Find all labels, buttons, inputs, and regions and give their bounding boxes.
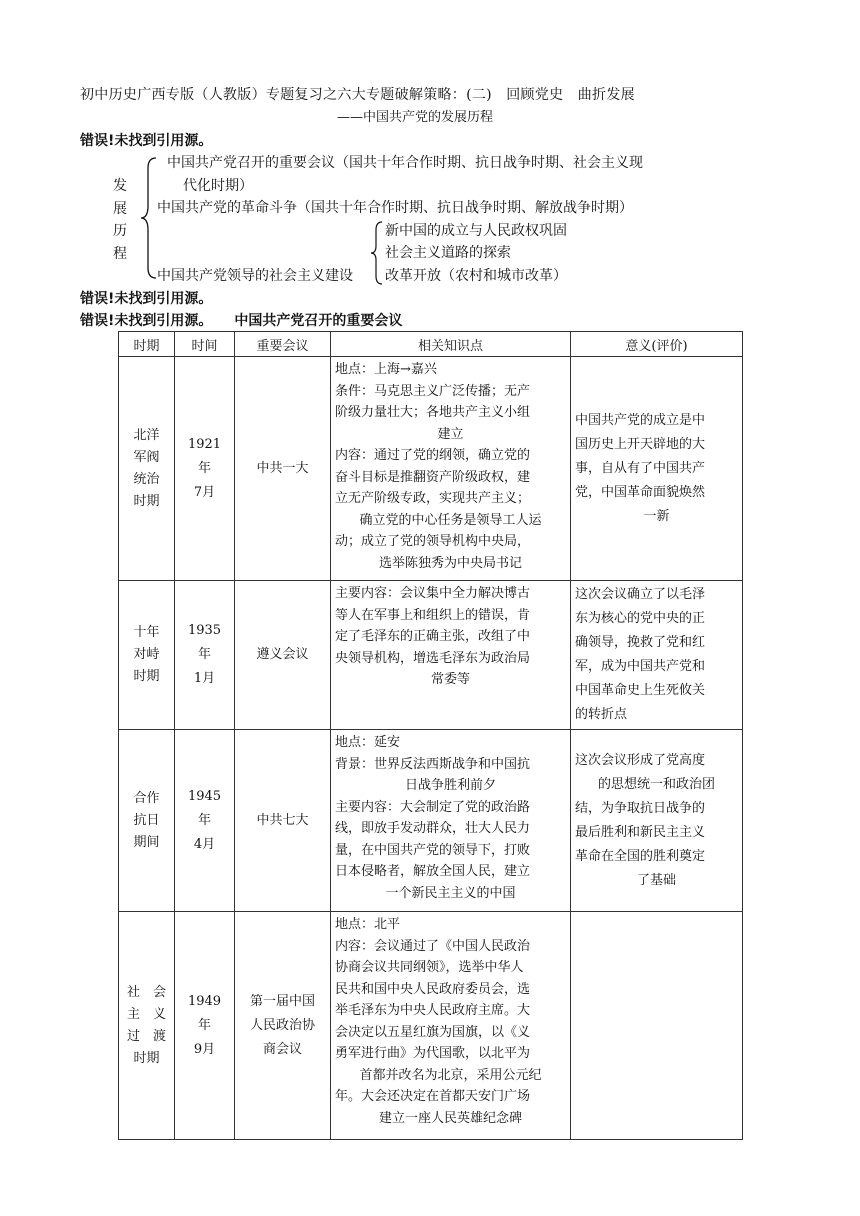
period-cell-line: 合作: [133, 790, 160, 806]
period-cell-line: 北洋: [133, 427, 160, 443]
significance-cell-line: 一新: [643, 508, 670, 524]
knowledge-cell-line: 年。大会还决定在首都天安门广场: [335, 1089, 531, 1104]
outline-sub-item: 社会主义道路的探索: [385, 245, 511, 261]
knowledge-cell-line: 建立: [437, 426, 464, 442]
significance-cell-line: 这次会议确立了以毛泽: [575, 587, 706, 602]
section-title: 中国共产党召开的重要会议: [234, 313, 403, 329]
period-cell: [119, 581, 175, 730]
period-cell-line: 军阀: [133, 449, 160, 465]
meeting-cell: [235, 581, 331, 730]
meeting-cell-line: 遵义会议: [256, 647, 309, 662]
significance-cell: [571, 730, 743, 912]
knowledge-cell-line: 地点：延安: [335, 735, 401, 750]
time-cell-line: 1月: [193, 671, 216, 686]
knowledge-cell-line: 定了毛泽东的正确主张，改组了中: [335, 629, 531, 644]
table-row: [119, 581, 743, 730]
time-cell: [175, 730, 235, 912]
time-cell-line: 1949: [187, 993, 222, 1009]
significance-cell: [571, 357, 743, 581]
outline-label-char: 发: [113, 178, 127, 194]
time-cell-line: 9月: [193, 1041, 216, 1057]
time-cell: [175, 581, 235, 730]
significance-cell-line: 东为核心的党中央的正: [575, 611, 706, 626]
knowledge-cell-line: 一个新民主主义的中国: [385, 885, 516, 901]
knowledge-cell: [331, 581, 571, 730]
error-reference-2: 错误!未找到引用源。: [80, 291, 213, 307]
knowledge-cell-line: 会决定以五星红旗为国旗，以《义: [335, 1024, 531, 1040]
knowledge-cell-line: 立无产阶级专政，实现共产主义；: [335, 491, 531, 506]
period-cell-line: 主 义: [126, 1006, 166, 1022]
significance-cell-line: 国历史上开天辟地的大: [575, 436, 706, 452]
knowledge-cell-line: 阶级力量壮大；各地共产主义小组: [335, 405, 531, 420]
outline-label-char: 展: [113, 201, 127, 217]
knowledge-cell-line: 主要内容：大会制定了党的政治路: [335, 799, 531, 815]
header-significance: 意义(评价): [571, 332, 743, 357]
meeting-cell-line: 人民政治协: [249, 1017, 315, 1033]
meeting-cell-line: 第一届中国: [249, 993, 315, 1009]
knowledge-cell-line: 条件：马克思主义广泛传播；无产: [335, 383, 531, 399]
time-cell-line: 1935: [187, 623, 222, 638]
time-cell-line: 年: [197, 647, 211, 662]
meeting-cell-line: 中共一大: [256, 460, 309, 476]
period-cell-line: 时期: [133, 493, 160, 509]
knowledge-cell-line: 量，在中国共产党的领导下，打败: [335, 842, 531, 858]
meeting-cell: [235, 730, 331, 912]
meeting-cell-line: 中共七大: [256, 812, 309, 828]
knowledge-cell-line: 首都并改名为北京，采用公元纪: [359, 1067, 542, 1083]
knowledge-cell-line: 内容：通过了党的纲领，确立党的: [335, 448, 531, 463]
significance-cell: [571, 581, 743, 730]
period-cell-line: 期间: [133, 834, 160, 850]
header-meeting: 重要会议: [235, 332, 331, 357]
table-row: [119, 730, 743, 912]
outline-item-meetings: 中国共产党召开的重要会议（国共十年合作时期、抗日战争时期、社会主义现: [167, 155, 643, 171]
outline-label-char: 历: [113, 223, 127, 239]
knowledge-cell-line: 地点：北平: [335, 917, 401, 932]
knowledge-cell-line: 地点：上海→嘉兴: [335, 362, 437, 377]
outline-item-struggle: 中国共产党的革命斗争（国共十年合作时期、抗日战争时期、解放战争时期）: [157, 200, 633, 216]
outline-sub-item: 改革开放（农村和城市改革）: [385, 268, 567, 284]
knowledge-cell-line: 勇军进行曲》为代国歌，以北平为: [335, 1046, 531, 1061]
meeting-cell-line: 商会议: [262, 1041, 302, 1057]
table-row: [119, 357, 743, 581]
knowledge-cell-line: 确立党的中心任务是领导工人运: [359, 512, 542, 528]
time-cell-line: 4月: [193, 836, 216, 852]
period-cell: [119, 912, 175, 1140]
significance-cell-line: 中国共产党的成立是中: [575, 412, 706, 428]
period-cell-line: 十年: [133, 625, 160, 640]
period-cell-line: 时期: [133, 669, 160, 684]
knowledge-cell-line: 等人在军事上和组织上的错误，肯: [335, 607, 531, 623]
knowledge-cell-line: 选举陈独秀为中央局书记: [378, 555, 522, 571]
time-cell-line: 7月: [193, 484, 216, 500]
error-reference-1: 错误!未找到引用源。: [80, 133, 213, 149]
knowledge-cell-line: 央领导机构，增选毛泽东为政治局: [335, 650, 531, 666]
period-cell-line: 抗日: [133, 812, 160, 828]
header-time: 时间: [175, 332, 235, 357]
knowledge-cell-line: 协商会议共同纲领》，选举中华人: [335, 960, 524, 975]
knowledge-cell-line: 背景：世界反法西斯战争和中国抗: [335, 756, 531, 772]
significance-cell-line: 最后胜利和新民主主义: [575, 824, 706, 840]
knowledge-cell-line: 日战争胜利前夕: [404, 778, 496, 793]
period-cell-line: 过 渡: [126, 1028, 166, 1044]
knowledge-cell: [331, 730, 571, 912]
knowledge-cell-line: 主要内容：会议集中全力解决博古: [335, 586, 531, 601]
period-cell: [119, 730, 175, 912]
header-knowledge: 相关知识点: [331, 332, 571, 357]
significance-cell: [571, 912, 743, 1140]
significance-cell-line: 的转折点: [575, 707, 628, 722]
knowledge-cell-line: 建立一座人民英雄纪念碑: [378, 1110, 522, 1126]
significance-cell-line: 了基础: [636, 872, 676, 888]
significance-cell-line: 革命在全国的胜利奠定: [575, 848, 706, 864]
outline-item-meetings-cont: 代化时期）: [183, 178, 253, 194]
knowledge-cell-line: 内容：会议通过了《中国人民政治: [335, 938, 531, 954]
period-cell: [119, 357, 175, 581]
significance-cell-line: 党，中国革命面貌焕然: [575, 484, 706, 500]
meeting-cell: [235, 912, 331, 1140]
outline-brace: [140, 156, 160, 280]
significance-cell-line: 事，自从有了中国共产: [575, 460, 706, 476]
time-cell-line: 年: [197, 1017, 211, 1033]
time-cell-line: 年: [197, 460, 211, 476]
knowledge-cell: [331, 357, 571, 581]
meeting-cell: [235, 357, 331, 581]
period-cell-line: 对峙: [133, 647, 160, 662]
knowledge-cell-line: 奋斗目标是推翻资产阶级政权，建: [335, 469, 531, 485]
time-cell: [175, 912, 235, 1140]
document-subtitle: ——中国共产党的发展历程: [337, 110, 494, 125]
knowledge-cell-line: 线，即放手发动群众，壮大人民力: [335, 821, 531, 836]
significance-cell-line: 军，成为中国共产党和: [575, 659, 706, 674]
knowledge-cell-line: 日本侵略者，解放全国人民，建立: [335, 864, 531, 879]
period-cell-line: 时期: [133, 1050, 160, 1066]
time-cell: [175, 357, 235, 581]
outline-label-char: 程: [113, 246, 127, 262]
significance-cell-line: 的思想统一和政治团: [597, 776, 715, 792]
period-cell-line: 社 会: [126, 984, 166, 1000]
outline-sub-brace: [370, 220, 386, 286]
table-row: [119, 912, 743, 1140]
knowledge-cell-line: 民共和国中央人民政府委员会，选: [335, 981, 531, 997]
document-title: 初中历史广西专版（人教版）专题复习之六大专题破解策略：(二) 回顾党史 曲折发展: [80, 87, 635, 103]
error-reference-3: 错误!未找到引用源。 中国共产党召开的重要会议: [80, 313, 403, 329]
knowledge-cell: [331, 912, 571, 1140]
time-cell-line: 年: [197, 812, 211, 828]
meetings-table: [118, 331, 743, 1140]
outline-item-construction: 中国共产党领导的社会主义建设: [157, 268, 353, 284]
knowledge-cell-line: 常委等: [430, 672, 470, 687]
knowledge-cell-line: 动；成立了党的领导机构中央局，: [335, 534, 531, 549]
knowledge-cell-line: 举毛泽东为中央人民政府主席。大: [335, 1003, 531, 1018]
significance-cell-line: 确领导，挽救了党和红: [575, 635, 706, 650]
period-cell-line: 统治: [133, 471, 160, 487]
significance-cell-line: 结，为争取抗日战争的: [575, 800, 706, 816]
significance-cell-line: 这次会议形成了党高度: [575, 752, 706, 768]
table-header-row: [119, 332, 743, 357]
significance-cell-line: 中国革命史上生死攸关: [575, 683, 706, 698]
time-cell-line: 1945: [187, 788, 222, 804]
outline-sub-item: 新中国的成立与人民政权巩固: [385, 223, 567, 239]
header-period: 时期: [119, 332, 175, 357]
time-cell-line: 1921: [187, 436, 222, 452]
